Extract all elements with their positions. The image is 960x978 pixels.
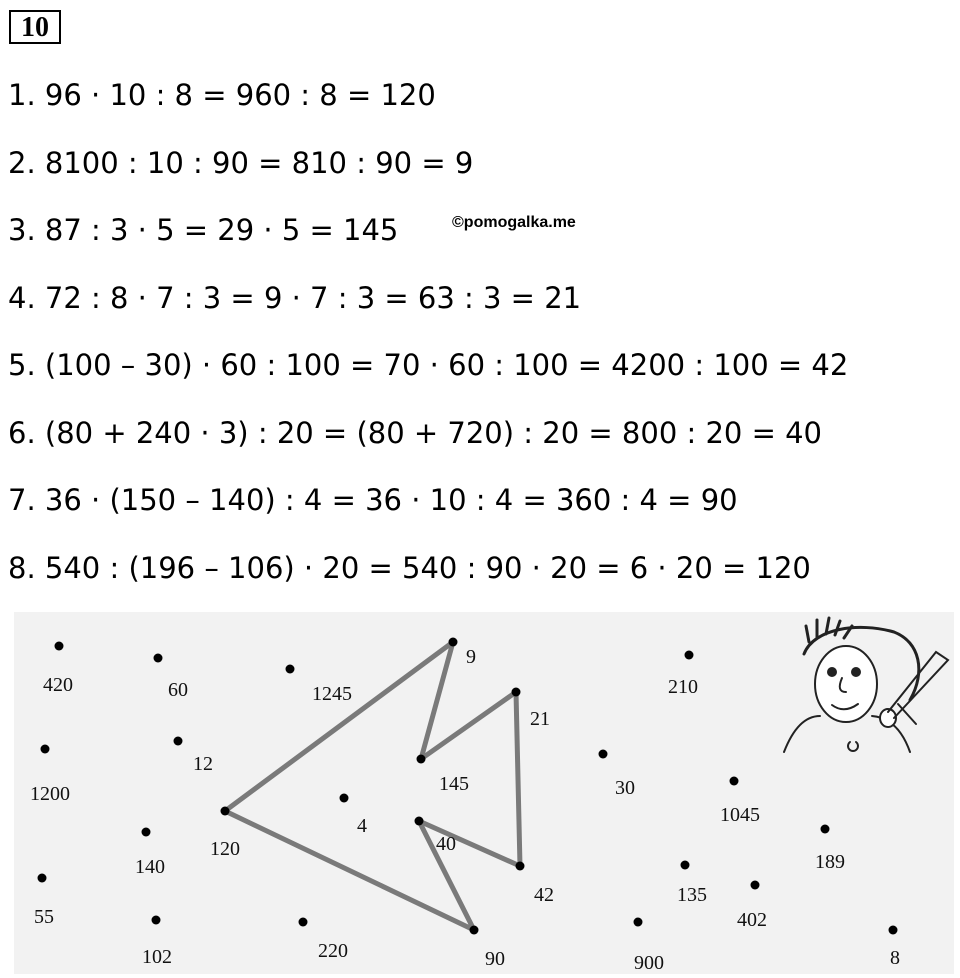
puzzle-dot-label: 1045 bbox=[720, 804, 760, 826]
puzzle-dot-label: 102 bbox=[142, 946, 172, 968]
puzzle-dot-label: 4 bbox=[357, 815, 367, 837]
puzzle-dot bbox=[55, 642, 64, 651]
puzzle-dot bbox=[681, 861, 690, 870]
puzzle-dot-label: 55 bbox=[34, 906, 54, 928]
puzzle-dot-label: 220 bbox=[318, 940, 348, 962]
puzzle-dot bbox=[41, 745, 50, 754]
puzzle-dot-label: 12 bbox=[193, 753, 213, 775]
puzzle-dot bbox=[634, 918, 643, 927]
puzzle-dot-label: 42 bbox=[534, 884, 554, 906]
puzzle-dot-label: 30 bbox=[615, 777, 635, 799]
puzzle-dot-label: 120 bbox=[210, 838, 240, 860]
puzzle-dot bbox=[142, 828, 151, 837]
puzzle-dot-label: 900 bbox=[634, 952, 664, 974]
puzzle-dot-label: 21 bbox=[530, 708, 550, 730]
puzzle-dot bbox=[221, 807, 230, 816]
puzzle-dot bbox=[449, 638, 458, 647]
puzzle-dot-label: 90 bbox=[485, 948, 505, 970]
puzzle-dot-label: 1245 bbox=[312, 683, 352, 705]
puzzle-dot bbox=[340, 794, 349, 803]
puzzle-dot bbox=[516, 862, 525, 871]
route-line bbox=[225, 642, 520, 930]
equation-5: 5. (100 – 30) · 60 : 100 = 70 · 60 : 100 = 4200 : 100 = 42 bbox=[8, 348, 849, 382]
equation-8: 8. 540 : (196 – 106) · 20 = 540 : 90 · 20 = 6 · 20 = 120 bbox=[8, 551, 811, 585]
watermark: ©pomogalka.me bbox=[452, 214, 576, 231]
boy-illustration bbox=[784, 618, 948, 752]
puzzle-dot bbox=[889, 926, 898, 935]
equation-7: 7. 36 · (150 – 140) : 4 = 36 · 10 : 4 = 360 : 4 = 90 bbox=[8, 483, 738, 517]
puzzle-dot-label: 140 bbox=[135, 856, 165, 878]
puzzle-dot bbox=[599, 750, 608, 759]
puzzle-dot-label: 420 bbox=[43, 674, 73, 696]
puzzle-dot-label: 135 bbox=[677, 884, 707, 906]
puzzle-dot bbox=[512, 688, 521, 697]
puzzle-dot bbox=[415, 817, 424, 826]
puzzle-dot bbox=[685, 651, 694, 660]
puzzle-dot bbox=[174, 737, 183, 746]
puzzle-dot bbox=[299, 918, 308, 927]
puzzle-dot-label: 1200 bbox=[30, 783, 70, 805]
task-number: 10 bbox=[9, 10, 61, 44]
puzzle-dot-label: 145 bbox=[439, 773, 469, 795]
equation-2: 2. 8100 : 10 : 90 = 810 : 90 = 9 bbox=[8, 146, 474, 180]
equation-6: 6. (80 + 240 · 3) : 20 = (80 + 720) : 20 = 800 : 20 = 40 bbox=[8, 416, 823, 450]
dot-puzzle-canvas bbox=[14, 612, 954, 974]
puzzle-dot bbox=[821, 825, 830, 834]
puzzle-dot bbox=[470, 926, 479, 935]
puzzle-dot-label: 402 bbox=[737, 909, 767, 931]
equation-3: 3. 87 : 3 · 5 = 29 · 5 = 145 bbox=[8, 213, 399, 247]
equation-1: 1. 96 · 10 : 8 = 960 : 8 = 120 bbox=[8, 78, 436, 112]
dot-puzzle bbox=[14, 612, 954, 974]
puzzle-dot bbox=[730, 777, 739, 786]
puzzle-dot bbox=[154, 654, 163, 663]
puzzle-dot-label: 210 bbox=[668, 676, 698, 698]
puzzle-dot bbox=[417, 755, 426, 764]
puzzle-dot-label: 9 bbox=[466, 646, 476, 668]
puzzle-dot bbox=[152, 916, 161, 925]
puzzle-dot bbox=[286, 665, 295, 674]
puzzle-dot bbox=[38, 874, 47, 883]
puzzle-dot-label: 8 bbox=[890, 947, 900, 969]
connecting-route bbox=[225, 642, 520, 930]
puzzle-dot-label: 40 bbox=[436, 833, 456, 855]
equation-4: 4. 72 : 8 · 7 : 3 = 9 · 7 : 3 = 63 : 3 = 21 bbox=[8, 281, 582, 315]
puzzle-dot-label: 60 bbox=[168, 679, 188, 701]
puzzle-dot-label: 189 bbox=[815, 851, 845, 873]
puzzle-dot bbox=[751, 881, 760, 890]
